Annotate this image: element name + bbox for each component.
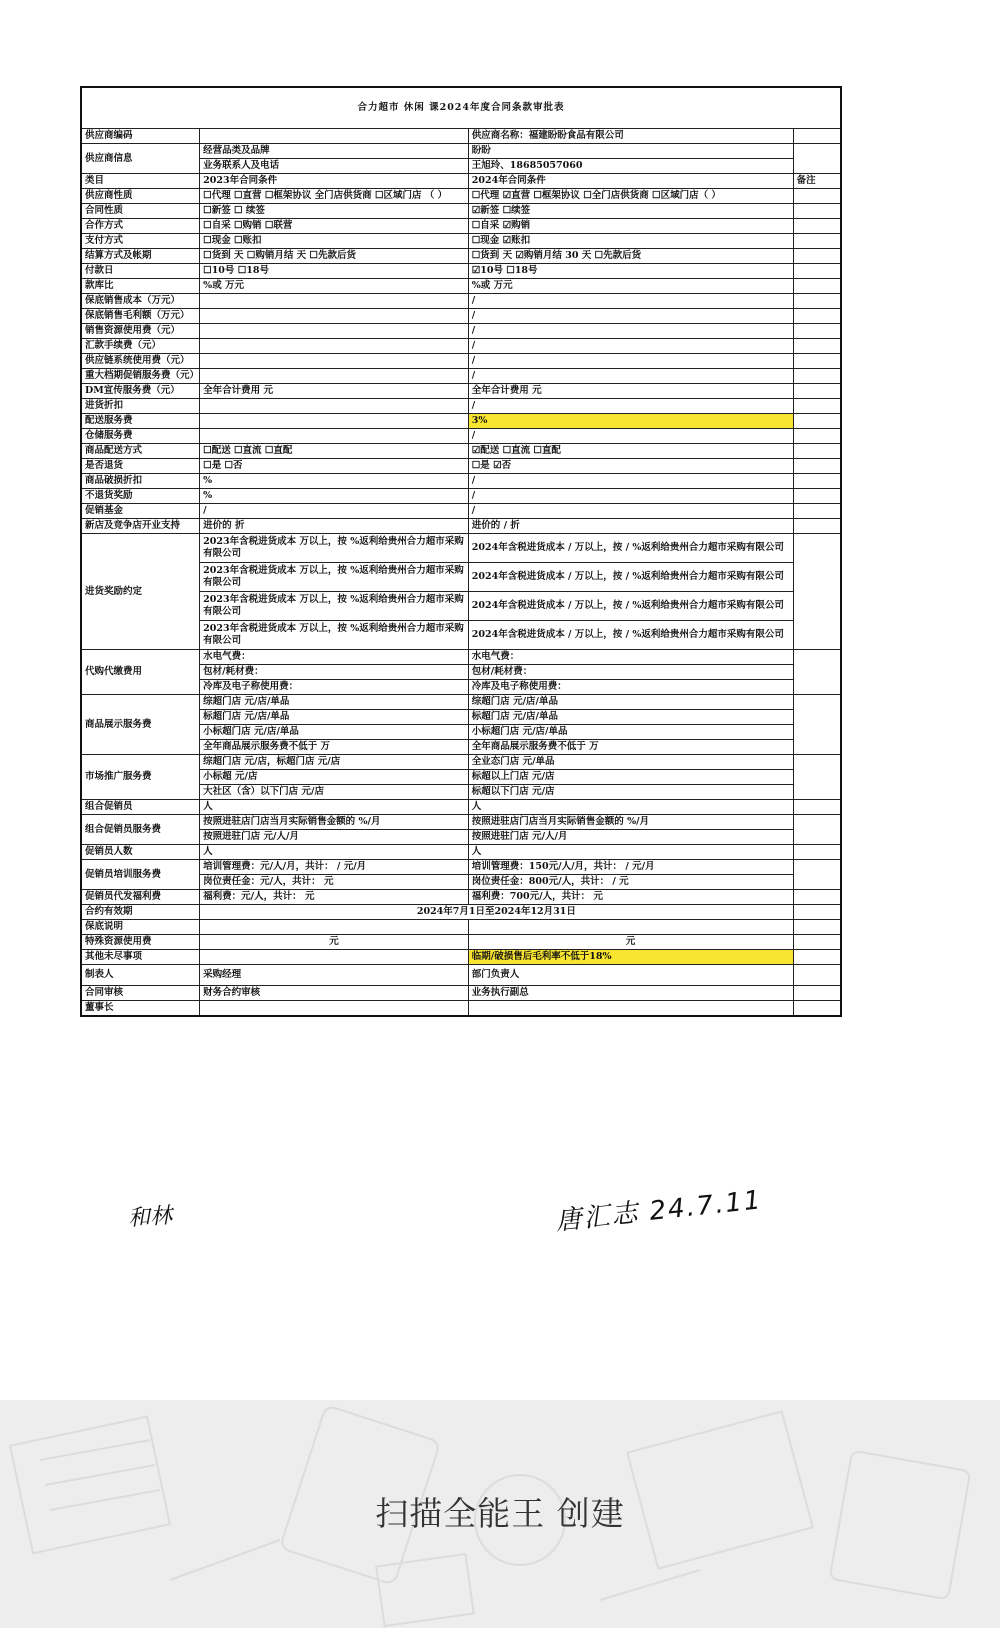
cell-2023: 大社区（含）以下门店 元/店: [200, 785, 469, 800]
cell-2024: 盼盼: [468, 144, 793, 159]
cell-2023: 2023年含税进货成本 万以上，按 %返利给贵州合力超市采购有限公司: [200, 621, 469, 650]
row-other: [81, 950, 841, 965]
cell-2024: 小标超门店 元/店/单品: [468, 725, 793, 740]
cell-note: [793, 950, 841, 965]
cell-2023: 综超门店 元/店，标超门店 元/店: [200, 755, 469, 770]
row-settlement: [81, 249, 841, 264]
cell-note: [793, 429, 841, 444]
row-category: [81, 174, 841, 189]
cell-2023: ☐货到 天 ☐购销月结 天 ☐先款后货: [200, 249, 469, 264]
cell-note: [793, 414, 841, 429]
row-label: 汇款手续费（元）: [81, 339, 200, 354]
row-delivery-mode: [81, 444, 841, 459]
row-label: 促销基金: [81, 504, 200, 519]
cell-note: [793, 369, 841, 384]
row-label: DM宣传服务费（元）: [81, 384, 200, 399]
row-min-gross-profit: [81, 309, 841, 324]
row-label: 董事长: [81, 1001, 200, 1017]
row-combo-fee: [81, 815, 841, 830]
row-label: 合作方式: [81, 219, 200, 234]
row-label: 保底销售成本（万元）: [81, 294, 200, 309]
cell-2023: [200, 354, 469, 369]
cell-2024: ☐货到 天 ☑购销月结 30 天 ☐先款后货: [468, 249, 793, 264]
cell-note: [793, 339, 841, 354]
row-label: 合同性质: [81, 204, 200, 219]
cell-2024: /: [468, 504, 793, 519]
row-remit-fee: [81, 339, 841, 354]
cell-note: [793, 189, 841, 204]
row-label: 市场推广服务费: [81, 755, 200, 800]
cell-note: [793, 219, 841, 234]
row-major-promo: [81, 369, 841, 384]
cell-2024: /: [468, 309, 793, 324]
row-label: 促销员代发福利费: [81, 890, 200, 905]
row-label: 商品破损折扣: [81, 474, 200, 489]
cell-2024: %或 万元: [468, 279, 793, 294]
cell-2024: [468, 1001, 793, 1017]
cell-2024: 王旭玲、18685057060: [468, 159, 793, 174]
row-display: [81, 695, 841, 710]
row-label: 商品配送方式: [81, 444, 200, 459]
row-label: 支付方式: [81, 234, 200, 249]
form-title: 合力超市 休闲 课2024年度合同条款审批表: [81, 87, 841, 129]
cell-2023: 福利费：元/人，共计： 元: [200, 890, 469, 905]
cell-2024: 人: [468, 800, 793, 815]
row-review: [81, 986, 841, 1001]
cell-note: [793, 459, 841, 474]
cell-2023: %: [200, 489, 469, 504]
cell-2024: 元: [468, 935, 793, 950]
row-label: 商品展示服务费: [81, 695, 200, 755]
cell-note: [793, 650, 841, 695]
cell-2024: 冷库及电子称使用费：: [468, 680, 793, 695]
validity-value: 2024年7月1日至2024年12月31日: [200, 905, 793, 920]
cell-2024: 标超以上门店 元/店: [468, 770, 793, 785]
cell-2023: [200, 129, 469, 144]
cell-note: [793, 399, 841, 414]
cell-note: 备注: [793, 174, 841, 189]
cell-2023: ☐配送 ☐直流 ☐直配: [200, 444, 469, 459]
cell-note: [793, 860, 841, 890]
cell-2023: /: [200, 504, 469, 519]
cell-2023: [200, 950, 469, 965]
row-label: 付款日: [81, 264, 200, 279]
cell-2024: 福利费：700元/人，共计： 元: [468, 890, 793, 905]
cell-2024: 标超门店 元/店/单品: [468, 710, 793, 725]
cell-note: [793, 324, 841, 339]
row-label: 款库比: [81, 279, 200, 294]
cell-2023: 经营品类及品牌: [200, 144, 469, 159]
contract-table: [80, 86, 842, 1017]
row-supplier-nature: [81, 189, 841, 204]
cell-2024: [468, 920, 793, 935]
row-combo-promoter: [81, 800, 841, 815]
cell-note: [793, 935, 841, 950]
row-label: 仓储服务费: [81, 429, 200, 444]
row-label: 合同审核: [81, 986, 200, 1001]
cell-2024: 2024年含税进货成本 / 万以上，按 / %返利给贵州合力超市采购有限公司: [468, 534, 793, 563]
row-chairman: [81, 1001, 841, 1017]
cell-2023: 元: [200, 935, 469, 950]
row-sales-resource: [81, 324, 841, 339]
row-label: 代购代缴费用: [81, 650, 200, 695]
cell-note: [793, 504, 841, 519]
row-training: [81, 860, 841, 875]
row-label: 类目: [81, 174, 200, 189]
cell-note: [793, 489, 841, 504]
row-special-resource: [81, 935, 841, 950]
cell-2023: 人: [200, 845, 469, 860]
row-purchase-discount: [81, 399, 841, 414]
cell-2024: 岗位责任金：800元/人，共计： / 元: [468, 875, 793, 890]
cell-2024: ☐自采 ☑购销: [468, 219, 793, 234]
cell-2023: 标超门店 元/店/单品: [200, 710, 469, 725]
maker-signature: 和林: [127, 1203, 173, 1232]
row-coop-mode: [81, 219, 841, 234]
row-label: 促销员人数: [81, 845, 200, 860]
cell-2024: 进价的 / 折: [468, 519, 793, 534]
cell-note: [793, 845, 841, 860]
cell-2023: 财务合约审核: [200, 986, 469, 1001]
row-pay-day: [81, 264, 841, 279]
cell-2023: 按照进驻店门店当月实际销售金额的 %/月: [200, 815, 469, 830]
cell-2024: 人: [468, 845, 793, 860]
row-promo-fund: [81, 504, 841, 519]
cell-2024: /: [468, 354, 793, 369]
cell-2024: /: [468, 294, 793, 309]
cell-note: [793, 815, 841, 845]
row-supplier-info: [81, 144, 841, 159]
row-no-return-reward: [81, 489, 841, 504]
cell-2024: /: [468, 369, 793, 384]
cell-2024: 2024年含税进货成本 / 万以上，按 / %返利给贵州合力超市采购有限公司: [468, 563, 793, 592]
cell-2024: 标超以下门店 元/店: [468, 785, 793, 800]
cell-2023: 培训管理费：元/人/月，共计： / 元/月: [200, 860, 469, 875]
cell-2023: 全年合计费用 元: [200, 384, 469, 399]
cell-note: [793, 354, 841, 369]
cell-2024: ☑新签 ☐续签: [468, 204, 793, 219]
row-label: 重大档期促销服务费（元）: [81, 369, 200, 384]
cell-2023: 2023年含税进货成本 万以上，按 %返利给贵州合力超市采购有限公司: [200, 534, 469, 563]
cell-note: [793, 264, 841, 279]
cell-2023: [200, 399, 469, 414]
row-label: 进货折扣: [81, 399, 200, 414]
cell-note: [793, 294, 841, 309]
row-min-sales-cost: [81, 294, 841, 309]
cell-2024: 包材/耗材费：: [468, 665, 793, 680]
row-agency: [81, 650, 841, 665]
row-maker: [81, 965, 841, 986]
cell-2023: [200, 429, 469, 444]
row-label: 是否退货: [81, 459, 200, 474]
row-contract-nature: [81, 204, 841, 219]
cell-note: [793, 965, 841, 986]
cell-2023: [200, 339, 469, 354]
cell-2023: 岗位责任金：元/人，共计： 元: [200, 875, 469, 890]
cell-note: [793, 129, 841, 144]
cell-2023: 业务联系人及电话: [200, 159, 469, 174]
cell-2023: 人: [200, 800, 469, 815]
cell-2024: 综超门店 元/店/单品: [468, 695, 793, 710]
row-label: 销售资源使用费（元）: [81, 324, 200, 339]
cell-2023: [200, 309, 469, 324]
cell-2024: ☐现金 ☑账扣: [468, 234, 793, 249]
cell-2023: 包材/耗材费：: [200, 665, 469, 680]
row-stock-ratio: [81, 279, 841, 294]
row-supplier-code: [81, 129, 841, 144]
cell-note: [793, 519, 841, 534]
row-label: 供应商信息: [81, 144, 200, 174]
cell-2024: /: [468, 339, 793, 354]
cell-note: [793, 144, 841, 174]
cell-2023: 2023年合同条件: [200, 174, 469, 189]
cell-2023: 水电气费：: [200, 650, 469, 665]
cell-2024: 2024年含税进货成本 / 万以上，按 / %返利给贵州合力超市采购有限公司: [468, 621, 793, 650]
row-label: 合约有效期: [81, 905, 200, 920]
cell-2024: ☐代理 ☑直营 ☐框架协议 ☐全门店供货商 ☐区域门店（ ）: [468, 189, 793, 204]
row-label: 组合促销员: [81, 800, 200, 815]
row-storage-fee: [81, 429, 841, 444]
scanner-footer: [0, 1400, 1000, 1628]
cell-2024: 水电气费：: [468, 650, 793, 665]
cell-2023: 小标超门店 元/店/单品: [200, 725, 469, 740]
row-label: 不退货奖励: [81, 489, 200, 504]
cell-2024: 全业态门店 元/单品: [468, 755, 793, 770]
cell-2023: 综超门店 元/店/单品: [200, 695, 469, 710]
scanner-brand-text: 扫描全能王 创建: [375, 1494, 625, 1533]
cell-2024: 部门负责人: [468, 965, 793, 986]
row-label: 保底说明: [81, 920, 200, 935]
row-label: 其他未尽事项: [81, 950, 200, 965]
cell-2023: [200, 1001, 469, 1017]
approval-form: [80, 86, 842, 1017]
cell-note: [793, 905, 841, 920]
row-delivery-fee: [81, 414, 841, 429]
cell-2023: ☐自采 ☐购销 ☐联营: [200, 219, 469, 234]
row-label: 配送服务费: [81, 414, 200, 429]
row-label: 制表人: [81, 965, 200, 986]
cell-2024: 按照进驻门店 元/人/月: [468, 830, 793, 845]
cell-2023: 冷库及电子称使用费：: [200, 680, 469, 695]
row-return: [81, 459, 841, 474]
cell-2023: %: [200, 474, 469, 489]
row-label: 供应商性质: [81, 189, 200, 204]
cell-note: [793, 695, 841, 755]
row-label: 结算方式及帐期: [81, 249, 200, 264]
cell-2024-highlighted: 临期/破损售后毛利率不低于18%: [468, 950, 793, 965]
cell-note: [793, 1001, 841, 1017]
cell-2024: 全年合计费用 元: [468, 384, 793, 399]
cell-2023: ☐是 ☐否: [200, 459, 469, 474]
cell-2023: ☐代理 ☐直营 ☐框架协议 全门店供货商 ☐区域门店 （ ）: [200, 189, 469, 204]
row-label: 进货奖励约定: [81, 534, 200, 650]
cell-2024: ☑10号 ☐18号: [468, 264, 793, 279]
row-rebate: [81, 534, 841, 563]
row-label: 供应商编码: [81, 129, 200, 144]
cell-2023: [200, 414, 469, 429]
cell-2024: 2024年含税进货成本 / 万以上，按 / %返利给贵州合力超市采购有限公司: [468, 592, 793, 621]
cell-note: [793, 444, 841, 459]
cell-2023: [200, 369, 469, 384]
cell-2023: ☐10号 ☐18号: [200, 264, 469, 279]
cell-2024: ☑配送 ☐直流 ☐直配: [468, 444, 793, 459]
cell-2023: ☐新签 ☐ 续签: [200, 204, 469, 219]
cell-note: [793, 279, 841, 294]
row-damage-discount: [81, 474, 841, 489]
cell-2024: /: [468, 489, 793, 504]
row-label: 促销员培训服务费: [81, 860, 200, 890]
cell-2023: 2023年含税进货成本 万以上，按 %返利给贵州合力超市采购有限公司: [200, 592, 469, 621]
cell-2024: 2024年合同条件: [468, 174, 793, 189]
cell-2024: 培训管理费：150元/人/月，共计： / 元/月: [468, 860, 793, 875]
cell-note: [793, 800, 841, 815]
cell-note: [793, 534, 841, 650]
cell-2023: 进价的 折: [200, 519, 469, 534]
cell-note: [793, 474, 841, 489]
row-promoter-count: [81, 845, 841, 860]
cell-2023: 全年商品展示服务费不低于 万: [200, 740, 469, 755]
cell-2024: /: [468, 399, 793, 414]
row-label: 特殊资源使用费: [81, 935, 200, 950]
cell-2023: 采购经理: [200, 965, 469, 986]
row-market: [81, 755, 841, 770]
row-label: 组合促销员服务费: [81, 815, 200, 845]
cell-note: [793, 890, 841, 905]
cell-2023: %或 万元: [200, 279, 469, 294]
cell-2023: ☐现金 ☐账扣: [200, 234, 469, 249]
cell-note: [793, 755, 841, 800]
department-head-signature: 唐汇志 24.7.11: [554, 1185, 764, 1237]
row-welfare: [81, 890, 841, 905]
cell-2023: [200, 324, 469, 339]
cell-note: [793, 234, 841, 249]
cell-2024: 业务执行副总: [468, 986, 793, 1001]
cell-note: [793, 249, 841, 264]
row-label: 供应链系统使用费（元）: [81, 354, 200, 369]
cell-note: [793, 384, 841, 399]
cell-2023: 小标超 元/店: [200, 770, 469, 785]
cell-note: [793, 986, 841, 1001]
row-payment-mode: [81, 234, 841, 249]
row-label: 新店及竞争店开业支持: [81, 519, 200, 534]
cell-note: [793, 204, 841, 219]
cell-2023: 按照进驻门店 元/人/月: [200, 830, 469, 845]
cell-2024: /: [468, 429, 793, 444]
row-guarantee: [81, 920, 841, 935]
cell-2024: /: [468, 324, 793, 339]
cell-2024: /: [468, 474, 793, 489]
row-dm-fee: [81, 384, 841, 399]
cell-note: [793, 309, 841, 324]
row-supply-chain: [81, 354, 841, 369]
cell-2024: 全年商品展示服务费不低于 万: [468, 740, 793, 755]
row-new-store: [81, 519, 841, 534]
cell-note: [793, 920, 841, 935]
cell-2023: 2023年含税进货成本 万以上，按 %返利给贵州合力超市采购有限公司: [200, 563, 469, 592]
cell-2024: 供应商名称：福建盼盼食品有限公司: [468, 129, 793, 144]
cell-2024-highlighted: 3%: [468, 414, 793, 429]
cell-2023: [200, 294, 469, 309]
cell-2024: 按照进驻店门店当月实际销售金额的 %/月: [468, 815, 793, 830]
cell-2023: [200, 920, 469, 935]
row-label: 保底销售毛利额（万元）: [81, 309, 200, 324]
cell-2024: ☐是 ☑否: [468, 459, 793, 474]
row-validity: [81, 905, 841, 920]
